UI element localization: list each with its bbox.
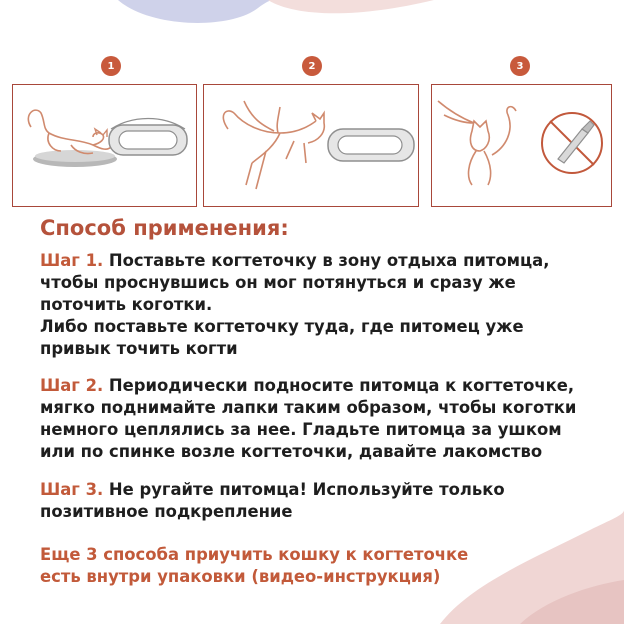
step-1-line: Поставьте когтеточку в зону отдыха питомца, [103, 251, 550, 270]
final-line: Еще 3 способа приучить кошку к когтеточке [40, 545, 469, 564]
step-2-text [40, 375, 610, 463]
step-1-line: привык точить когти [40, 339, 238, 358]
step-number-3: 3 [516, 60, 524, 72]
step-number-1: 1 [107, 60, 115, 72]
step-3-text [40, 479, 610, 523]
step-badge-3 [510, 56, 530, 76]
step-1-line: чтобы проснувшись он мог потянуться и сразу же [40, 273, 516, 292]
step-illustration-panel-2 [203, 84, 419, 207]
step-3-label: Шаг 3. [40, 480, 104, 499]
step-1-line: поточить коготки. [40, 295, 213, 314]
step-illustration-panel-3 [431, 84, 612, 207]
step-illustration-panel-1 [12, 84, 197, 207]
step-1-label: Шаг 1. [40, 251, 104, 270]
lifting-cat-illustration [204, 85, 420, 208]
step-2-line: Периодически подносите питомца к когтеточке, [103, 376, 575, 395]
step-badge-2 [302, 56, 322, 76]
step-3-line: позитивное подкрепление [40, 502, 293, 521]
step-1-line: Либо поставьте когтеточку туда, где питомец уже [40, 317, 524, 336]
video-instruction-note [40, 544, 610, 588]
step-2-line: мягко поднимайте лапки таким образом, чтобы коготки [40, 398, 577, 417]
stretching-cat-illustration [13, 85, 198, 208]
step-2-line: или по спинке возле когтеточки, давайте лакомство [40, 442, 543, 461]
final-line: есть внутри упаковки (видео-инструкция) [40, 567, 441, 586]
no-spray-illustration [432, 85, 613, 208]
step-2-line: немного цеплялись за нее. Гладьте питомца за ушком [40, 420, 562, 439]
step-3-line: Не ругайте питомца! Используйте только [103, 480, 505, 499]
section-title: Способ применения: [40, 216, 289, 240]
step-1-text [40, 250, 610, 360]
step-number-2: 2 [308, 60, 316, 72]
step-2-label: Шаг 2. [40, 376, 104, 395]
step-badge-1 [101, 56, 121, 76]
